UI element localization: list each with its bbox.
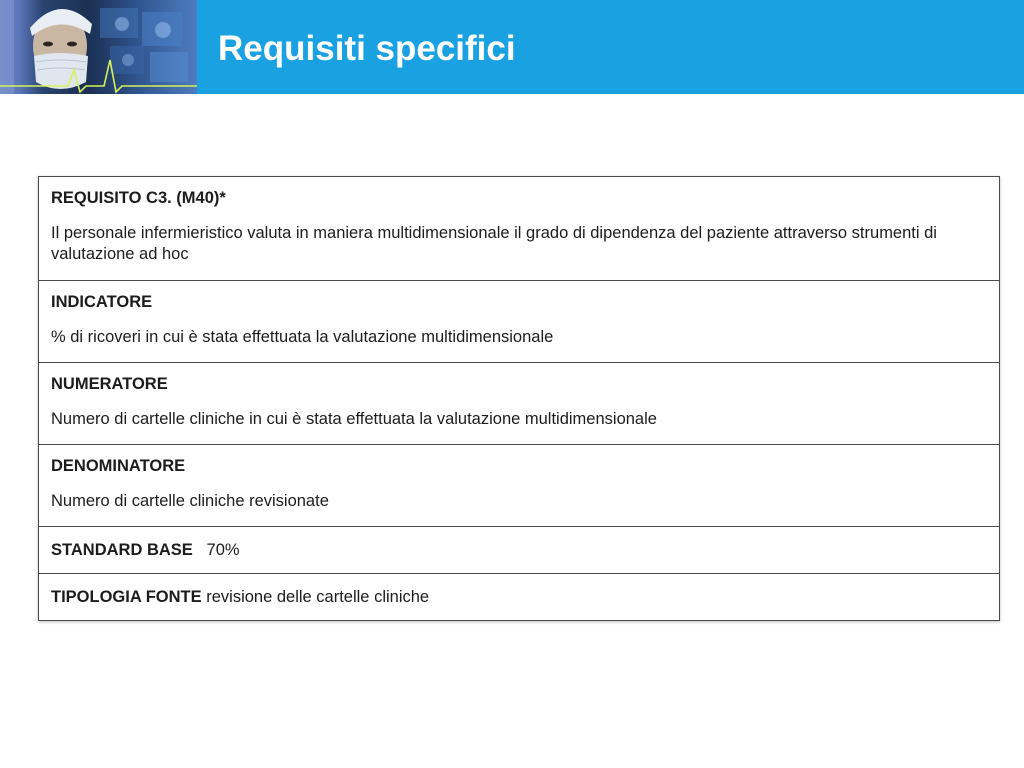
numeratore-label: NUMERATORE	[51, 375, 168, 393]
indicatore-label: INDICATORE	[51, 293, 153, 311]
header-bar	[0, 0, 1024, 94]
standard-base-label: STANDARD BASE	[51, 540, 193, 559]
numeratore-cell	[39, 363, 1000, 445]
denominatore-text: Numero di cartelle cliniche revisionate	[51, 492, 329, 510]
table-row-standard-base	[39, 527, 1000, 574]
standard-base-cell	[39, 527, 1000, 574]
table-row-tipologia-fonte	[39, 574, 1000, 621]
requirement-table	[38, 176, 1000, 621]
indicatore-text: % di ricoveri in cui è stata effettuata la valutazione multidimensionale	[51, 328, 554, 346]
tipologia-fonte-value: revisione delle cartelle cliniche	[206, 587, 430, 606]
header-photo-nurse-ecg	[0, 0, 197, 94]
requisito-label: REQUISITO C3. (M40)*	[51, 189, 226, 207]
table-row-indicatore	[39, 281, 1000, 363]
standard-base-value: 70%	[206, 540, 240, 559]
denominatore-label: DENOMINATORE	[51, 457, 186, 475]
nurse-ecg-illustration	[0, 0, 197, 94]
requisito-text: Il personale infermieristico valuta in maniera multidimensionale il grado di dipendenza del paziente attraverso strumenti di valutazione ad hoc	[51, 224, 937, 263]
requisito-cell	[39, 177, 1000, 281]
numeratore-text: Numero di cartelle cliniche in cui è stata effettuata la valutazione multidimensionale	[51, 410, 657, 428]
table-row-requisito	[39, 177, 1000, 281]
denominatore-cell	[39, 445, 1000, 527]
indicatore-cell	[39, 281, 1000, 363]
table-row-denominatore	[39, 445, 1000, 527]
tipologia-fonte-label: TIPOLOGIA FONTE	[51, 587, 202, 606]
table-row-numeratore	[39, 363, 1000, 445]
tipologia-fonte-cell	[39, 574, 1000, 621]
page-title: Requisiti specifici	[218, 29, 516, 68]
